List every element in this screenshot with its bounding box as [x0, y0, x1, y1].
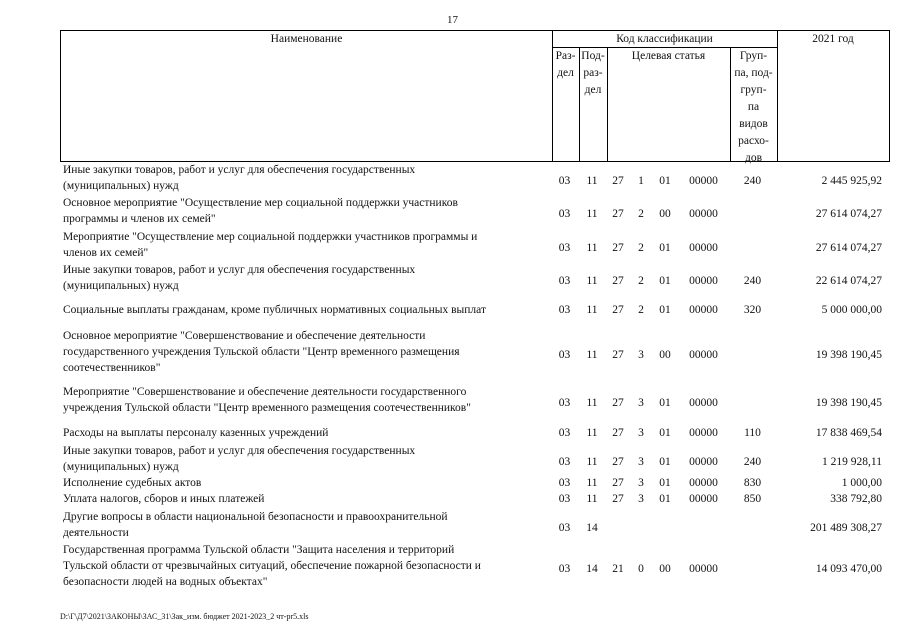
row-code-c1: 27	[612, 242, 624, 254]
row-name: Расходы на выплаты персоналу казенных учреждений	[63, 427, 329, 439]
row-code-pr: 11	[586, 456, 598, 468]
row-code-rz: 03	[558, 275, 571, 287]
row-code-c3: 01	[659, 456, 671, 468]
row-code-c2: 3	[638, 397, 644, 409]
row-code-pr: 11	[586, 427, 598, 439]
table-row	[60, 195, 890, 227]
table-row	[60, 229, 890, 261]
row-code-c1: 27	[612, 493, 624, 505]
row-code-c2: 1	[638, 175, 644, 187]
row-amount: 17 838 469,54	[815, 427, 882, 439]
row-code-c3: 01	[659, 397, 671, 409]
row-code-c1: 27	[612, 304, 624, 316]
table-row	[60, 162, 890, 194]
row-code-c4: 00000	[689, 563, 718, 575]
row-code-pr: 11	[586, 397, 598, 409]
row-name: Мероприятие "Совершенствование и обеспечение деятельности государственного учреждения Тульской области "Центр временного размещения соотечественников"	[63, 386, 471, 414]
row-code-pr: 11	[586, 493, 598, 505]
row-code-rz: 03	[558, 242, 571, 254]
row-code-c2: 3	[638, 349, 644, 361]
row-code-rz: 03	[558, 563, 571, 575]
row-amount: 1 219 928,11	[822, 456, 882, 468]
row-code-c1: 27	[612, 275, 624, 287]
row-amount: 27 614 074,27	[815, 242, 882, 254]
row-code-rz: 03	[558, 477, 571, 489]
table-row	[60, 262, 890, 294]
row-code-c1: 27	[612, 456, 624, 468]
table-row	[60, 443, 890, 475]
row-code-pr: 11	[586, 349, 598, 361]
row-code-pr: 11	[586, 275, 598, 287]
row-code-pr: 14	[586, 522, 598, 534]
row-code-c3: 01	[659, 175, 671, 187]
row-name: Основное мероприятие "Осуществление мер социальной поддержки участников программы и членов их семей"	[63, 197, 458, 225]
table-row	[60, 475, 890, 491]
row-amount: 2 445 925,92	[821, 175, 882, 187]
file-path-footer: D:\Г\Д7\2021\ЗАКОНЫ\ЗАС_31\Зак_изм. бюджет 2021-2023_2 чт-pr5.xls	[60, 612, 309, 621]
row-name: Иные закупки товаров, работ и услуг для обеспечения государственных (муниципальных) нужд	[63, 264, 416, 292]
row-code-c1: 27	[612, 349, 624, 361]
row-code-c4: 00000	[689, 397, 718, 409]
row-code-vr: 240	[743, 456, 762, 468]
row-code-c1: 27	[612, 208, 624, 220]
row-code-c4: 00000	[689, 208, 718, 220]
row-code-rz: 03	[558, 522, 571, 534]
row-code-vr: 110	[744, 427, 761, 439]
row-code-c4: 00000	[689, 456, 718, 468]
row-code-c1: 27	[612, 477, 624, 489]
table-row	[60, 328, 890, 376]
col-podrazdel-header: Под- раз- дел	[581, 50, 605, 96]
row-code-vr: 320	[743, 304, 762, 316]
table-row	[60, 384, 890, 416]
row-name: Государственная программа Тульской области "Защита населения и территорий Тульской области от чрезвычайных ситуаций, обеспечение пожарной безопасности и безопасности людей на водных объектах"	[63, 544, 481, 588]
row-code-rz: 03	[558, 175, 571, 187]
row-code-c4: 00000	[689, 477, 718, 489]
row-name: Основное мероприятие "Совершенствование и обеспечение деятельности государственного учреждения Тульской области "Центр временного размещения соотечественников"	[63, 330, 460, 374]
row-code-rz: 03	[558, 493, 571, 505]
table-row	[60, 542, 890, 590]
row-code-c2: 3	[638, 493, 644, 505]
col-group-header: Груп- па, под- груп- па видов расхо- дов	[734, 50, 773, 164]
table-header	[60, 30, 890, 162]
row-code-pr: 11	[586, 304, 598, 316]
row-code-c3: 00	[659, 208, 671, 220]
row-code-vr: 240	[743, 275, 762, 287]
row-code-c4: 00000	[689, 304, 718, 316]
row-amount: 22 614 074,27	[815, 275, 882, 287]
row-code-c2: 2	[638, 242, 644, 254]
row-amount: 338 792,80	[830, 493, 882, 505]
row-code-pr: 11	[586, 477, 598, 489]
row-code-rz: 03	[558, 427, 571, 439]
row-name: Исполнение судебных актов	[63, 477, 202, 489]
row-code-c4: 00000	[689, 427, 718, 439]
row-name: Другие вопросы в области национальной безопасности и правоохранительной деятельности	[63, 511, 448, 539]
row-code-pr: 11	[586, 175, 598, 187]
row-code-pr: 11	[586, 242, 598, 254]
row-name: Мероприятие "Осуществление мер социальной поддержки участников программы и членов их семей"	[63, 231, 478, 259]
row-amount: 27 614 074,27	[815, 208, 882, 220]
row-code-c4: 00000	[689, 242, 718, 254]
row-code-c4: 00000	[689, 349, 718, 361]
row-code-c1: 27	[612, 397, 624, 409]
row-code-c2: 3	[638, 456, 644, 468]
row-amount: 5 000 000,00	[821, 304, 882, 316]
row-amount: 19 398 190,45	[815, 349, 882, 361]
row-code-c3: 01	[659, 275, 671, 287]
row-code-c3: 01	[659, 304, 671, 316]
row-code-c3: 00	[659, 349, 671, 361]
row-code-c1: 27	[612, 175, 624, 187]
row-code-c3: 01	[659, 477, 671, 489]
row-code-c2: 0	[638, 563, 644, 575]
table-row	[60, 509, 890, 541]
row-code-rz: 03	[558, 397, 571, 409]
row-code-c3: 00	[659, 563, 671, 575]
row-code-c2: 2	[638, 304, 644, 316]
row-code-c4: 00000	[689, 275, 718, 287]
table-row	[60, 491, 890, 507]
row-name: Иные закупки товаров, работ и услуг для обеспечения государственных (муниципальных) нужд	[63, 445, 416, 473]
row-code-rz: 03	[558, 304, 571, 316]
row-code-vr: 240	[743, 175, 762, 187]
row-amount: 19 398 190,45	[815, 397, 882, 409]
row-code-c3: 01	[659, 242, 671, 254]
row-code-pr: 11	[586, 208, 598, 220]
col-target-header: Целевая статья	[631, 50, 706, 62]
row-code-rz: 03	[558, 208, 571, 220]
row-code-c3: 01	[659, 493, 671, 505]
row-code-c2: 2	[638, 275, 644, 287]
row-code-c2: 2	[638, 208, 644, 220]
row-code-pr: 14	[586, 563, 598, 575]
row-code-vr: 830	[743, 477, 762, 489]
row-code-c1: 27	[612, 427, 624, 439]
table-row	[60, 425, 890, 441]
row-code-c2: 3	[638, 477, 644, 489]
table-row	[60, 302, 890, 318]
row-code-c4: 00000	[689, 175, 718, 187]
row-code-rz: 03	[558, 456, 571, 468]
col-code-header: Код классификации	[616, 33, 713, 45]
row-name: Иные закупки товаров, работ и услуг для обеспечения государственных (муниципальных) нужд	[63, 164, 416, 192]
row-code-c4: 00000	[689, 493, 718, 505]
row-name: Социальные выплаты гражданам, кроме публичных нормативных социальных выплат	[63, 304, 486, 316]
col-razdel-header: Раз- дел	[555, 50, 576, 79]
page-number: 17	[447, 14, 458, 26]
row-amount: 1 000,00	[841, 477, 882, 489]
row-code-c1: 21	[612, 563, 624, 575]
row-amount: 201 489 308,27	[810, 522, 882, 534]
col-year-header: 2021 год	[812, 33, 854, 45]
row-code-c2: 3	[638, 427, 644, 439]
row-amount: 14 093 470,00	[815, 563, 882, 575]
row-name: Уплата налогов, сборов и иных платежей	[63, 493, 265, 505]
col-name-header: Наименование	[270, 33, 343, 45]
row-code-c3: 01	[659, 427, 671, 439]
row-code-rz: 03	[558, 349, 571, 361]
row-code-vr: 850	[743, 493, 762, 505]
